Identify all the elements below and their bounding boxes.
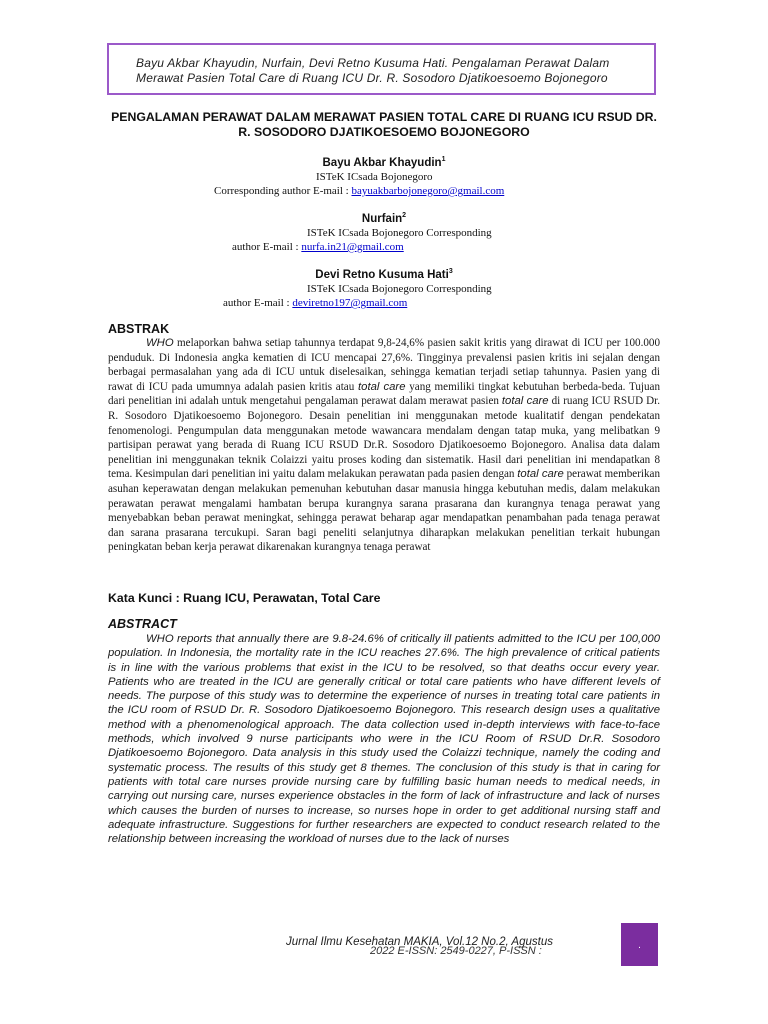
author-1-affiliation: ISTeK ICsada Bojonegoro: [316, 171, 433, 183]
author-2-email-link[interactable]: nurfa.in21@gmail.com: [301, 241, 404, 253]
author-2-email-line: author E-mail : nurfa.in21@gmail.com: [232, 241, 404, 253]
author-1-email-line: Corresponding author E-mail : bayuakbarbojonegoro@gmail.com: [214, 185, 505, 197]
author-1-name: Bayu Akbar Khayudin$^1$: [322, 156, 446, 169]
author-3-email-link[interactable]: deviretno197@gmail.com: [292, 297, 408, 309]
abstrak-body: WHO melaporkan bahwa setiap tahunnya terdapat 9,8-24,6% pasien sakit kritis yang dirawat di ICU per 100.000 penduduk. Di Indonesia angka kematien di ICU mencapai 27,6%. Tingginya prevalensi pasien kritis ini sejalan dengan berbagai permasalahan yang ada di ICU untuk diselesaikan, sehingga kematian terjadi setiap tahunnya. Pasien yang di rawat di ICU pada umumnya adalah pasien kritis atau total care yang memiliki tingkat kebutuhan berbeda-beda. Tujuan dari penelitian ini adalah untuk mengetahui pengalaman perawat dalam merawat pasien total care di ruang ICU RSUD Dr. R. Sosodoro Djatikoesoemo Bojonegoro. Desain penelitian ini menggunakan metode kualitatif dengan pendekatan fenomenologi. Pengumpulan data menggunakan metode wawancara mendalam dengan tatap muka, yang melibatkan 9 partisipan perawat yang berada di Ruang ICU RSUD Dr.R. Sosodoro Djatikoesoemo Bojonegoro. Analisa data dalam penelitian ini menggunakan teknik Colaizzi yaitu proses koding dan sistematik. Hasil dari penelitian ini mendapatkan 8 tema. Kesimpulan dari penelitian ini yaitu dalam melakukan perawatan pada pasien dengan total care perawat memberikan asuhan keperawatan dengan melakukan pemenuhan kebutuhan dasar manusia hingga kebutuhan medis, dalam melakukan perawatan perawat mengalami hambatan berupa kurangnya sarana prasarana dan kurangnya tenaga perawat yang menyebabkan beban perawat meningkat, sehingga perawat beharap agar mendapatkan penambahan pada tenaga perawat dan sarana prasarana tercukupi. Saran bagi peneliti selanjutnya diharapkan melakukan penelitian terkait hubungan peningkatan beban kerja perawat dikarenakan kurangnya tenaga perawat: [108, 337, 660, 554]
footer-issn-cut: 2022 E-ISSN: 2549-0227, P-ISSN :: [370, 945, 542, 957]
paper-title: PENGALAMAN PERAWAT DALAM MERAWAT PASIEN TOTAL CARE DI RUANG ICU RSUD DR. R. SOSODORO DJATIKOESOEMO BOJONEGORO: [111, 110, 657, 139]
abstract-body: WHO reports that annually there are 9.8-24.6% of critically ill patients admitted to the ICU per 100,000 population. In Indonesia, the mortality rate in the ICU reaches 27.6%. The high prevalence of critical patients is in line with the various problems that exist in the ICU to be resolved, so that deaths occur every year. Patients who are treated in the ICU are generally critical or total care patients who have different levels of needs. The purpose of this study was to determine the experience of nurses in treating total care patients in the ICU room of RSUD Dr. R. Sosodoro Djatikoesoemo Bojonegoro. This research design uses a qualitative method with a phenomenological approach. The data collection used in-depth interviews with face-to-face methods, which involved 9 nurse participants who were in the ICU Room of RSUD Dr.R. Sosodoro Djatikoesoemo Bojonegoro. Data analysis in this study used the Colaizzi technique, namely the coding and systematic process. The results of this study get 8 themes. The conclusion of this study is that in caring for patients with total care nurses provide nursing care by fulfilling basic human needs to medical needs, in carrying out nursing care, nurses experience obstacles in the form of lack of infrastructure and lack of nurses which causes the burden of nurses to increase, so nurses hope in order to get additional nursing staff and adequate infrastructure. Suggestions for further researchers are expected to conduct research related to the relationship between increasing the workload of nurses due to the lack of nurses: [108, 633, 660, 846]
keywords: Kata Kunci : Ruang ICU, Perawatan, Total Care: [108, 591, 381, 605]
abstract-heading: ABSTRACT: [108, 617, 177, 631]
header-citation: Bayu Akbar Khayudin, Nurfain, Devi Retno Kusuma Hati. Pengalaman Perawat Dalam Merawat Pasien Total Care di Ruang ICU Dr. R. Sosodoro Djatikoesoemo Bojonegoro: [136, 56, 610, 85]
page-number: .: [638, 940, 641, 951]
author-3-affiliation: ISTeK ICsada Bojonegoro Corresponding: [307, 283, 492, 295]
footer-journal: Jurnal Ilmu Kesehatan MAKIA, Vol.12 No.2, Agustus: [286, 936, 553, 948]
author-1-email-link[interactable]: bayuakbarbojonegoro@gmail.com: [351, 185, 505, 197]
author-2-affiliation: ISTeK ICsada Bojonegoro Corresponding: [307, 227, 492, 239]
abstrak-heading: ABSTRAK: [108, 322, 170, 336]
author-3-email-line: author E-mail : deviretno197@gmail.com: [223, 297, 408, 309]
author-2-name: Nurfain$^2$: [361, 212, 407, 225]
author-3-name: Devi Retno Kusuma Hati$^3$: [315, 268, 453, 281]
page-number-box: [621, 923, 658, 966]
